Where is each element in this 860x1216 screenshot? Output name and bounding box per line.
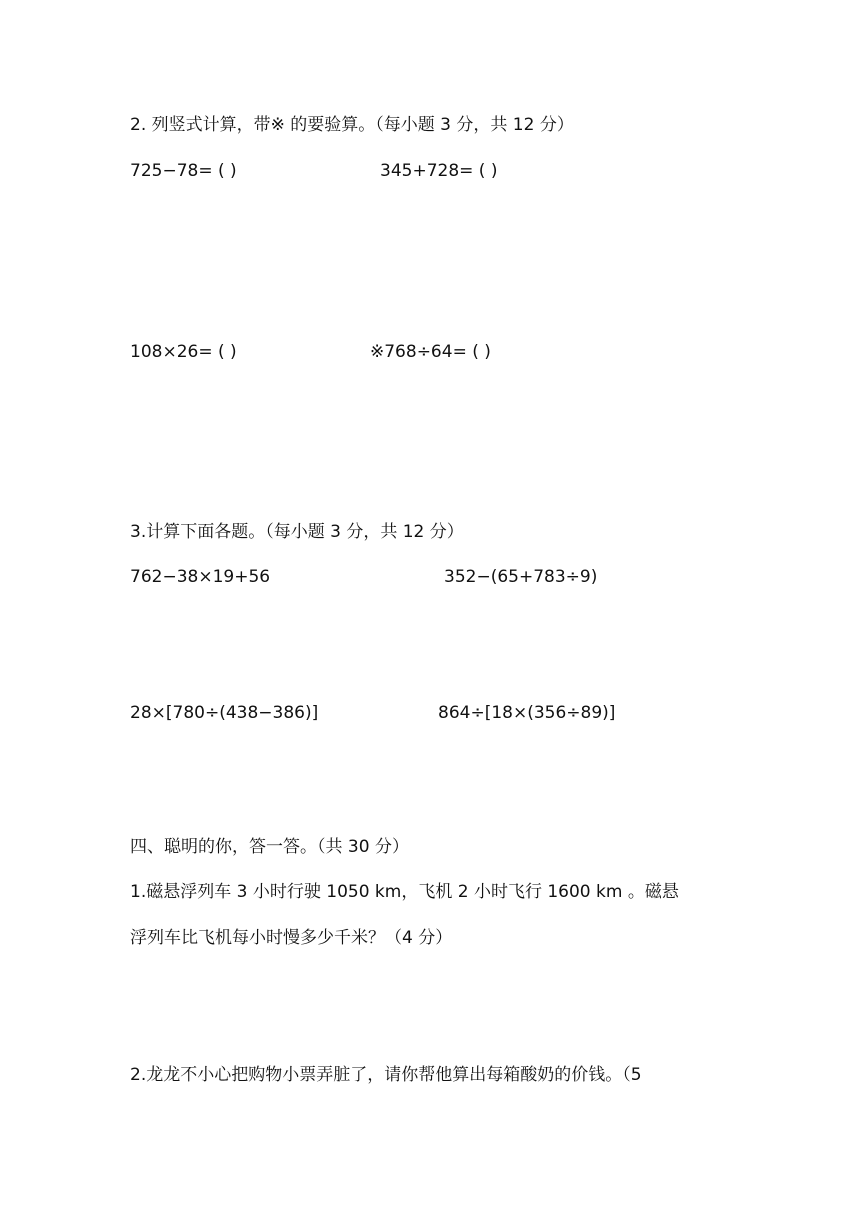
section3-heading: 3.计算下面各题。（每小题 3 分，共 12 分） (130, 522, 464, 542)
calc-item-3: 28×[780÷(438−386)] (130, 703, 319, 723)
section4-heading: 四、聪明的你，答一答。（共 30 分） (130, 837, 409, 857)
calc-item-4: 864÷[18×(356÷89)] (438, 703, 616, 723)
question-2-line-1: 2.龙龙不小心把购物小票弄脏了，请你帮他算出每箱酸奶的价钱。（5 (130, 1065, 642, 1085)
vertical-calc-item-3: 108×26= ( ) (130, 342, 237, 362)
calc-item-1: 762−38×19+56 (130, 567, 271, 587)
section2-heading: 2. 列竖式计算，带※ 的要验算。（每小题 3 分，共 12 分） (130, 115, 574, 135)
question-1-line-1: 1.磁悬浮列车 3 小时行驶 1050 km，飞机 2 小时飞行 1600 km 。磁悬 (130, 882, 679, 902)
question-1-line-2: 浮列车比飞机每小时慢多少千米？（4 分） (130, 928, 453, 948)
vertical-calc-item-4: ※768÷64= ( ) (370, 342, 491, 362)
calc-item-2: 352−(65+783÷9) (444, 567, 598, 587)
vertical-calc-item-2: 345+728= ( ) (380, 161, 498, 181)
vertical-calc-item-1: 725−78= ( ) (130, 161, 237, 181)
